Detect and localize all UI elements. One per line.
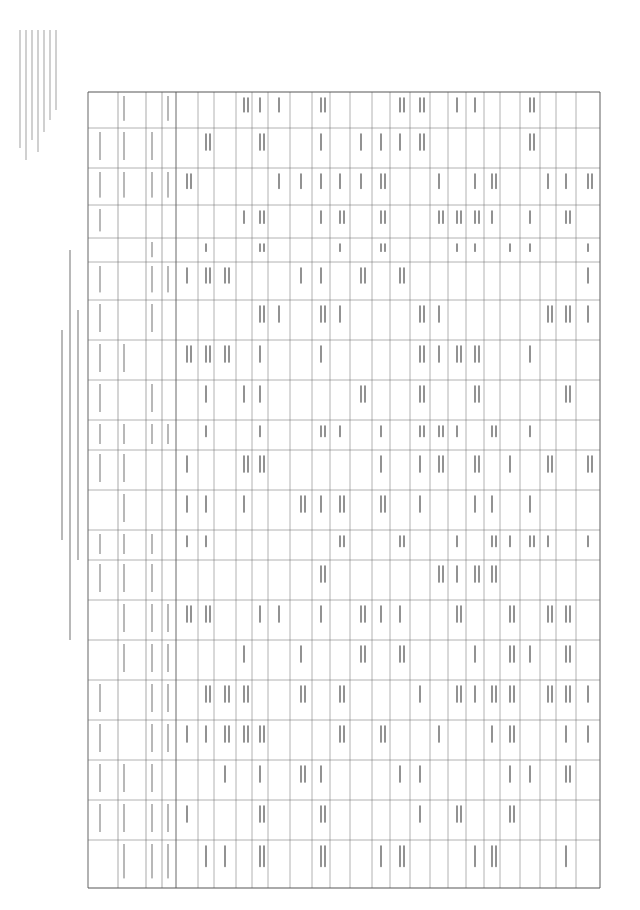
approval-block: [20, 30, 56, 160]
table-cells: [187, 98, 592, 866]
document-title-block: [62, 250, 78, 640]
